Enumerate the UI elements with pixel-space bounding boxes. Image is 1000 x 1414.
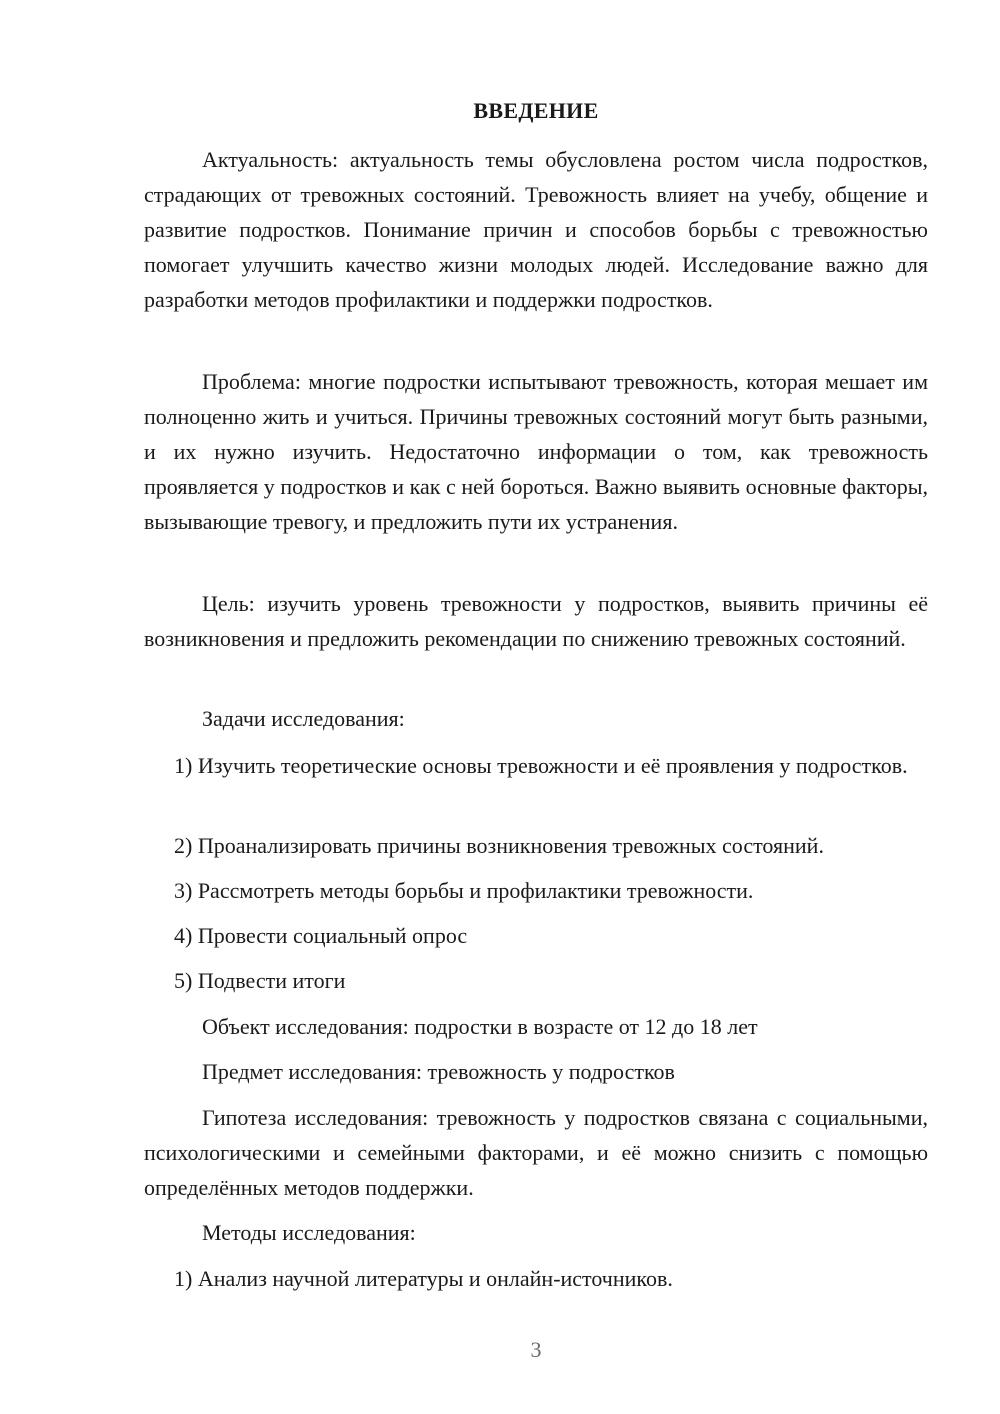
method-item-1: 1) Анализ научной литературы и онлайн-источников. <box>174 1266 673 1291</box>
hypothesis-paragraph: Гипотеза исследования: тревожность у подростков связана с социальными, психологическими и семейными факторами, и её можно снизить с помощью определённых методов поддержки. <box>144 1105 928 1200</box>
task-item-2: 2) Проанализировать причины возникновения тревожных состояний. <box>174 833 824 858</box>
methods-heading: Методы исследования: <box>202 1220 416 1245</box>
tasks-heading: Задачи исследования: <box>202 706 405 731</box>
relevance-paragraph: Актуальность: актуальность темы обусловлена ростом числа подростков, страдающих от тревожных состояний. Тревожность влияет на учебу, общение и развитие подростков. Понимание причин и способов борьбы с тревожностью помогает улучшить качество жизни молодых людей. Исследование важно для разработки методов профилактики и поддержки подростков. <box>144 147 928 312</box>
task-item-4: 4) Провести социальный опрос <box>174 923 468 948</box>
task-item-5: 5) Подвести итоги <box>174 968 346 993</box>
task-item-1: 1) Изучить теоретические основы тревожности и её проявления у подростков. <box>174 753 908 778</box>
problem-paragraph: Проблема: многие подростки испытывают тревожность, которая мешает им полноценно жить и учиться. Причины тревожных состояний могут быть разными, и их нужно изучить. Недостаточно информации о том, как тревожность проявляется у подростков и как с ней бороться. Важно выявить основные факторы, вызывающие тревогу, и предложить пути их устранения. <box>144 369 928 534</box>
subject-line: Предмет исследования: тревожность у подростков <box>202 1059 675 1084</box>
goal-paragraph: Цель: изучить уровень тревожности у подростков, выявить причины её возникновения и предложить рекомендации по снижению тревожных состояний. <box>144 591 928 651</box>
object-line: Объект исследования: подростки в возрасте от 12 до 18 лет <box>202 1014 758 1039</box>
task-item-3: 3) Рассмотреть методы борьбы и профилактики тревожности. <box>174 878 754 903</box>
page-number: 3 <box>530 1337 542 1362</box>
page-title: ВВЕДЕНИЕ <box>473 98 599 123</box>
